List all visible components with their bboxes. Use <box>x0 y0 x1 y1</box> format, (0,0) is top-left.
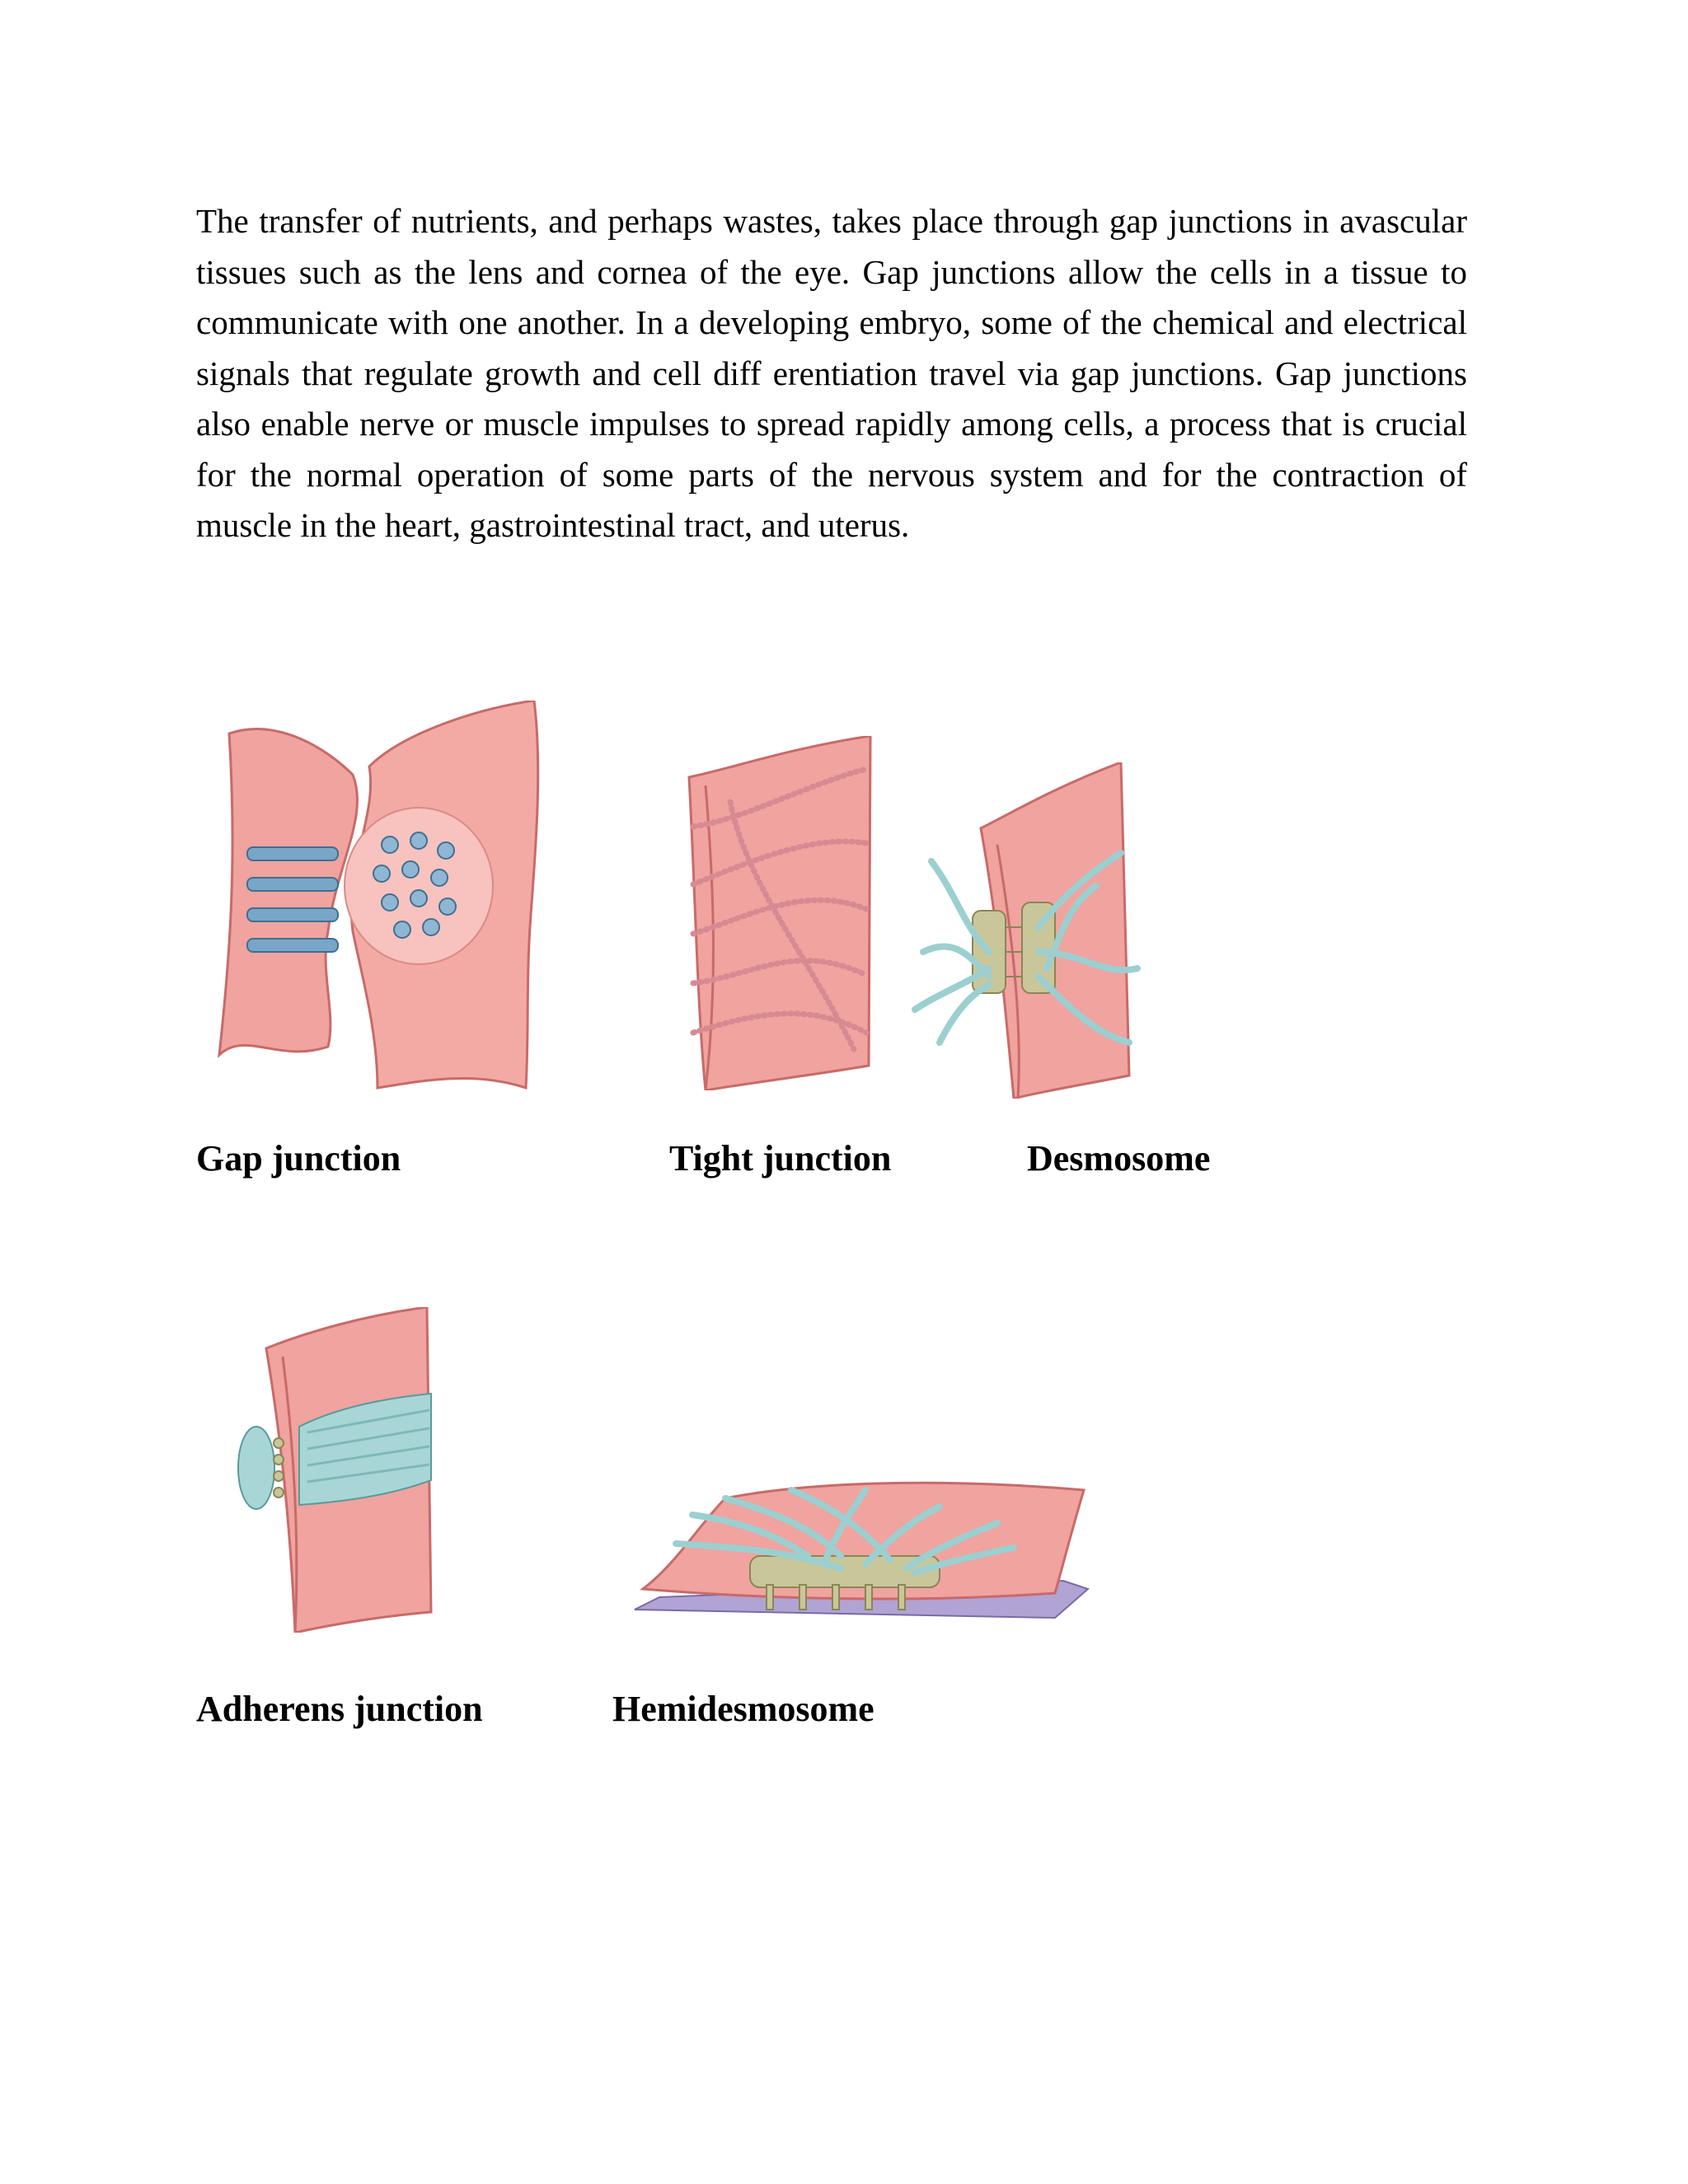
caption-gap-junction: Gap junction <box>196 1138 401 1179</box>
desmosome-illustration <box>907 762 1154 1099</box>
caption-adherens-junction: Adherens junction <box>196 1689 483 1729</box>
caption-hemidesmosome: Hemidesmosome <box>612 1689 874 1729</box>
body-paragraph: The transfer of nutrients, and perhaps wastes, takes place through gap junctions in avascular tissues such as the lens and cornea of the eye. Gap junctions allow the cells in a tissue to communicate with one another. In a developing embryo, some of the chemical and electrical signals that regulate growth and cell diff erentiation travel via gap junctions. Gap junctions also enable nerve or muscle impulses to spread rapidly among cells, a process that is crucial for the normal operation of some parts of the nervous system and for the contraction of muscle in the heart, gastrointestinal tract, and uterus. <box>196 202 1467 544</box>
caption-tight-junction: Tight junction <box>669 1138 892 1179</box>
hemidesmosome-illustration <box>626 1465 1092 1634</box>
tight-junction-illustration <box>681 736 872 1090</box>
adherens-junction-illustration <box>233 1307 435 1633</box>
caption-desmosome: Desmosome <box>1027 1138 1211 1179</box>
gap-junction-illustration <box>213 701 542 1096</box>
